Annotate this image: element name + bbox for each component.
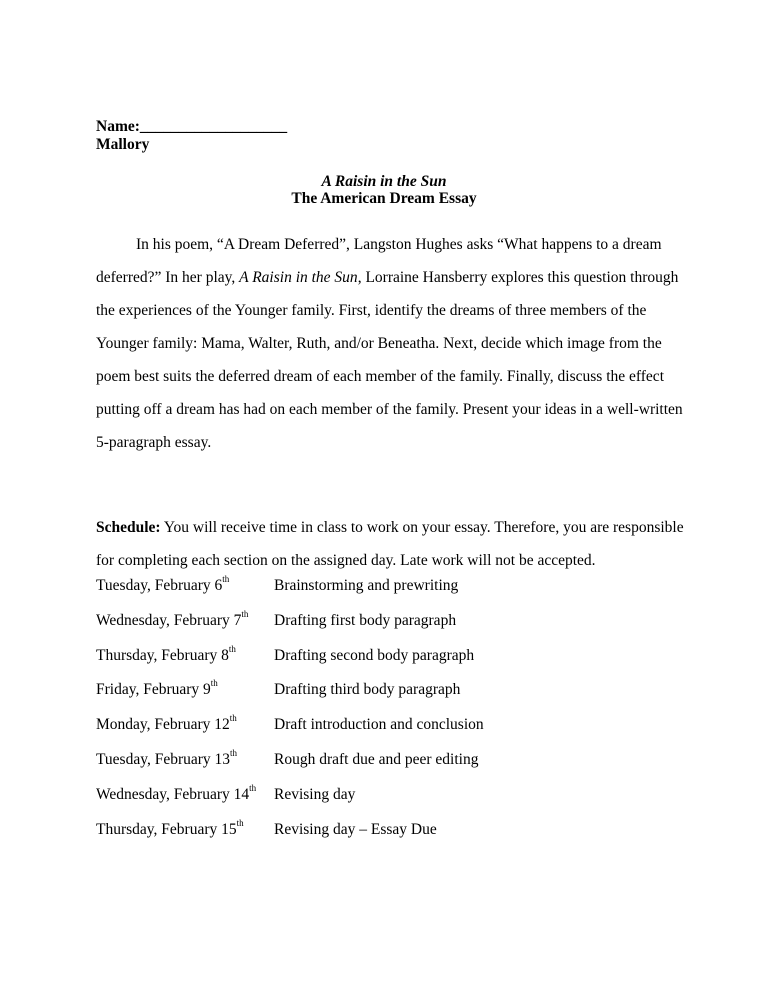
schedule-date [96,748,238,769]
date-text: Tuesday, February 13 [96,751,231,768]
text: deferred?” In her play, [96,269,240,286]
schedule-label: Schedule: [96,519,161,536]
date-text: Thursday, February 15 [96,820,237,838]
play-title: A Raisin in the Sun [239,269,358,286]
schedule-date [96,817,244,839]
schedule-date [96,574,230,595]
schedule-task: Brainstorming and prewriting [274,577,459,594]
essay-title: The American Dream Essay [291,190,477,207]
schedule-date [96,782,257,804]
schedule-date [96,713,237,734]
ordinal-suffix: th [236,817,244,828]
ordinal-suffix: th [249,782,257,793]
schedule-row [96,574,676,597]
schedule-date [96,608,249,630]
schedule-task: Rough draft due and peer editing [274,751,479,768]
ordinal-suffix: th [230,748,238,758]
schedule-task: Drafting first body paragraph [274,611,457,629]
schedule-row [96,748,676,771]
text: , Lorraine Hansberry explores this question through [357,269,679,286]
schedule-text-2: for completing each section on the assigned day. Late work will not be accepted. [96,552,596,569]
schedule-task: Drafting third body paragraph [274,681,461,699]
ordinal-suffix: th [241,608,249,619]
prompt-line: poem best suits the deferred dream of each member of the family. Finally, discuss the effect [96,368,664,385]
schedule-row [96,678,676,701]
date-text: Wednesday, February 14 [96,785,250,803]
date-text: Tuesday, February 6 [96,577,223,594]
prompt-line: putting off a dream has had on each member of the family. Present your ideas in a well-written [96,401,683,418]
ordinal-suffix: th [229,713,237,724]
prompt-first-line: In his poem, “A Dream Deferred”, Langston Hughes asks “What happens to a dream [136,236,662,253]
date-text: Thursday, February 8 [96,646,229,664]
schedule-task: Revising day – Essay Due [274,820,437,838]
student-name: Mallory [96,136,150,153]
schedule-date [96,643,236,665]
ordinal-suffix: th [222,574,230,584]
prompt-line: the experiences of the Younger family. First, identify the dreams of three members of the [96,302,647,319]
prompt-line [96,269,678,287]
ordinal-suffix: th [228,643,236,654]
schedule-row [96,782,676,806]
schedule-row [96,713,676,736]
work-title: A Raisin in the Sun [321,173,447,190]
date-text: Friday, February 9 [96,681,211,699]
schedule-task: Drafting second body paragraph [274,646,475,664]
date-text: Wednesday, February 7 [96,611,242,629]
schedule-date [96,678,218,699]
schedule-row [96,608,676,632]
schedule-text: You will receive time in class to work on your essay. Therefore, you are responsible [160,519,684,536]
ordinal-suffix: th [210,678,218,689]
schedule-row [96,643,676,667]
schedule-intro [96,519,684,537]
prompt-line: Younger family: Mama, Walter, Ruth, and/or Beneatha. Next, decide which image from the [96,335,662,352]
prompt-line: 5-paragraph essay. [96,434,212,451]
schedule-row [96,817,676,841]
name-label: Name:___________________ [96,118,288,135]
date-text: Monday, February 12 [96,716,230,734]
schedule-task: Draft introduction and conclusion [274,716,484,734]
schedule-task: Revising day [274,785,356,803]
